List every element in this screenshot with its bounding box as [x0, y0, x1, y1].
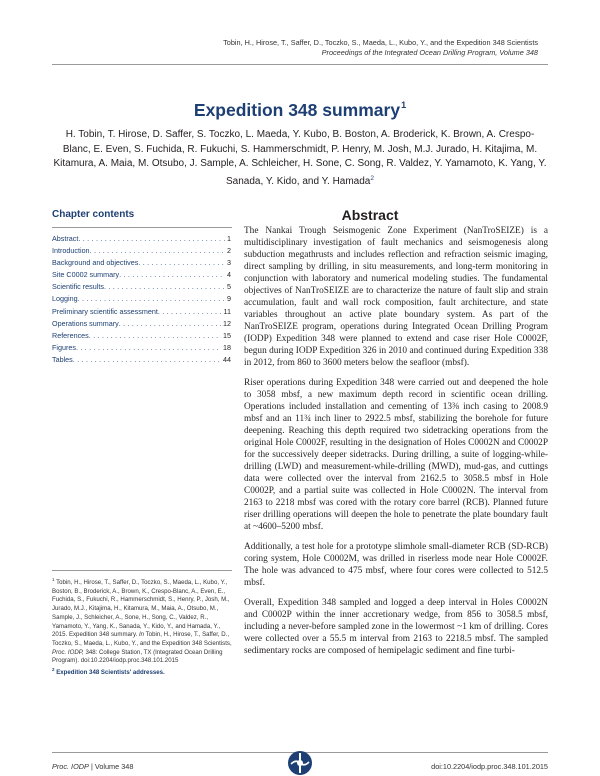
- toc-item-label[interactable]: Background and objectives: [52, 258, 139, 268]
- abstract-heading: Abstract: [341, 207, 399, 223]
- footer-doi[interactable]: doi:10.2204/iodp.proc.348.101.2015: [431, 762, 548, 771]
- abstract-paragraph-4: Overall, Expedition 348 sampled and logged a deep interval in Holes C0002N and C0002P within the inner accretionary wedge, from 856 to 3058.5 mbsf, including a never-before sampled zone in the lowermost ~1 km of drilling. Cores were collected over a 55.5 m interval from 2163 to 2218.5 mbsf. The sampled sedimentary rocks are composed of hemipelagic sediment and fine turbi-: [244, 598, 548, 656]
- author-names: H. Tobin, T. Hirose, D. Saffer, S. Toczko, L. Maeda, Y. Kubo, B. Boston, A. Broderick, K. Brown, A. Crespo-Blanc, E. Even, S. Fuchida, R. Fukuchi, S. Hammerschmidt, P. Henry, M. Josh, M.J. Jurado, H. Kitajima, M. Kitamura, A. Maia, M. Otsubo, J. Sample, A. Schleicher, H. Sone, C. Song, R. Valdez, Y. Yamamoto, K. Yang, Y. Sanada, Y. Kido, and Y. Hamada: [53, 129, 547, 187]
- toc-item-label[interactable]: Preliminary scientific assessment: [52, 306, 158, 316]
- toc-item[interactable]: [52, 270, 231, 282]
- footnotes: [52, 576, 232, 678]
- footnote-rule: [52, 570, 232, 571]
- toc-item-page: 44: [223, 354, 231, 364]
- toc-item[interactable]: [52, 319, 231, 331]
- footnote-1: $^1$ Tobin, H., Hirose, T., Saffer, D., Toczko, S., Maeda, L., Kubo, Y., Boston, B., Broderick, A., Brown, K., Crespo-Blanc, A., Even, E., Fuchida, S., Fukuchi, R., Hammerschmidt, S., Henry, P., Josh, M., Jurado, M.J., Kitajima, H., Kitamura, M., Maia, A., Otsubo, M., Sample, J., Schleicher, A., Sone, H., Song, C., Valdez, R., Yamamoto, Y., Yang, K., Sanada, Y., Kido, Y., and Hamada, Y., 2015. Expedition 348 summary. In Tobin, H., Hirose, T., Saffer, D., Toczko, S., Maeda, L., Kubo, Y., and the Expedition 348 Scientists, Proc. IODP, 348: College Station, TX (Integrated Ocean Drilling Program). doi:10.2204/iodp.proc.348.101.2015: [52, 577, 232, 665]
- toc-leader: [158, 307, 222, 316]
- toc-item-label[interactable]: Scientific results: [52, 282, 104, 292]
- title-text: Expedition 348 summary: [193, 100, 401, 120]
- author-footnote-ref[interactable]: 2: [370, 174, 374, 182]
- toc-item[interactable]: [52, 355, 231, 367]
- toc-rule: [52, 227, 232, 228]
- toc-item-page: 4: [227, 270, 231, 280]
- toc-item-label[interactable]: Tables: [52, 354, 73, 364]
- toc-leader: [78, 294, 225, 303]
- addresses-link[interactable]: Expedition 348 Scientists' addresses.: [56, 669, 165, 677]
- abstract-paragraph-2: Riser operations during Expedition 348 were carried out and deepened the hole to 3058 mbsf, a new maximum depth record in scientific ocean drilling. Operations included installation and cementing of 13⅜ inch casing to 2008.9 mbsf and an 11¾ inch liner to 2922.5 mbsf, stabilizing the borehole for future deepening. Reaching this depth required two sidetracking operations from the original Hole C0002F, resulting in the designation of Holes C0002N and C0002P for the successively deeper sidetracks. During drilling, a suite of logging-while-drilling (LWD) and measurement-while-drilling (MWD), mud-gas, and cuttings data were collected over the interval from 2162.5 to 3058.5 mbsf in Hole C0002P, and a partial suite was collected in Hole C0002N. The interval from 2163 to 2218 mbsf was cored with the rotary core barrel (RCB). Planned future riser drilling operations will deepen the hole to penetrate the plate boundary fault at ~4600–5200 mbsf.: [244, 378, 548, 532]
- toc-item-page: 5: [227, 282, 231, 292]
- toc-item-label[interactable]: Site C0002 summary: [52, 270, 120, 280]
- toc-item-page: 11: [223, 306, 231, 316]
- toc-item[interactable]: [52, 331, 231, 343]
- toc-item-label[interactable]: References: [52, 330, 89, 340]
- toc-heading: Chapter contents: [52, 209, 135, 220]
- toc-item-page: 12: [223, 318, 231, 328]
- toc-item-page: 15: [223, 330, 231, 340]
- table-of-contents: [52, 234, 231, 367]
- toc-item-page: 18: [223, 342, 231, 352]
- toc-item[interactable]: [52, 294, 231, 306]
- toc-leader: [104, 282, 225, 291]
- footnote-2: $^2$ Expedition 348 Scientists' addresses.: [52, 667, 165, 677]
- abstract-body: [244, 225, 548, 665]
- title-footnote-ref[interactable]: 1: [401, 100, 407, 110]
- toc-item[interactable]: [52, 307, 231, 319]
- header-authors: Tobin, H., Hirose, T., Saffer, D., Toczko, S., Maeda, L., Kubo, Y., and the Expedition 348 Scientists: [223, 38, 538, 47]
- header-proceedings: Proceedings of the Integrated Ocean Drilling Program, Volume 348: [321, 48, 538, 57]
- toc-leader: [90, 246, 225, 255]
- toc-leader: [78, 234, 225, 243]
- toc-item-page: 2: [227, 246, 231, 256]
- toc-item-label[interactable]: Logging: [52, 294, 78, 304]
- toc-leader: [119, 319, 221, 328]
- toc-item-label[interactable]: Introduction: [52, 246, 90, 256]
- toc-item[interactable]: [52, 343, 231, 355]
- toc-leader: [119, 270, 225, 279]
- toc-item[interactable]: [52, 282, 231, 294]
- toc-leader: [73, 355, 221, 364]
- toc-item-label[interactable]: Figures: [52, 342, 76, 352]
- page-title: [52, 100, 548, 121]
- footer-journal: Proc. IODP | Volume 348: [52, 762, 134, 771]
- toc-leader: [138, 258, 225, 267]
- toc-item[interactable]: [52, 246, 231, 258]
- toc-item[interactable]: [52, 258, 231, 270]
- abstract-paragraph-3: Additionally, a test hole for a prototype slimhole small-diameter RCB (SD-RCB) coring system, Hole C0002M, was drilled in riserless mode near Hole C0002F. The hole was advanced to 475 mbsf, where four cores were collected to 512.5 mbsf.: [244, 542, 548, 588]
- toc-item-page: 1: [227, 234, 231, 243]
- iodp-logo-icon: [287, 750, 313, 776]
- toc-item[interactable]: [52, 234, 231, 246]
- abstract-paragraph-1: The Nankai Trough Seismogenic Zone Experiment (NanTroSEIZE) is a multidisciplinary investigation of fault mechanics and seismogenesis along subduction megathrusts and includes reflection and refraction seismic imaging, direct sampling by drilling, in situ measurements, and long-term monitoring in conjunction with laboratory and numerical modeling studies. The fundamental objectives of NanTroSEIZE are to characterize the nature of fault slip and strain accumulation, fault and wall rock composition, fault architecture, and state variables throughout an active plate boundary system. As part of the NanTroSEIZE program, operations during Integrated Ocean Drilling Program (IODP) Expedition 348 were planned to extend and case riser Hole C0002F, begun during IODP Expedition 326 in 2010 and continued during Expedition 338 in 2012, from 860 to 3600 meters below the seafloor (mbsf).: [244, 226, 548, 368]
- toc-item-label[interactable]: Abstract: [52, 234, 79, 243]
- toc-item-page: 9: [227, 294, 231, 304]
- toc-leader: [89, 331, 221, 340]
- header-rule: [52, 64, 548, 65]
- author-list: [52, 128, 548, 189]
- toc-item-page: 3: [227, 258, 231, 268]
- toc-leader: [76, 343, 221, 352]
- running-header: [223, 38, 538, 58]
- toc-item-label[interactable]: Operations summary: [52, 318, 119, 328]
